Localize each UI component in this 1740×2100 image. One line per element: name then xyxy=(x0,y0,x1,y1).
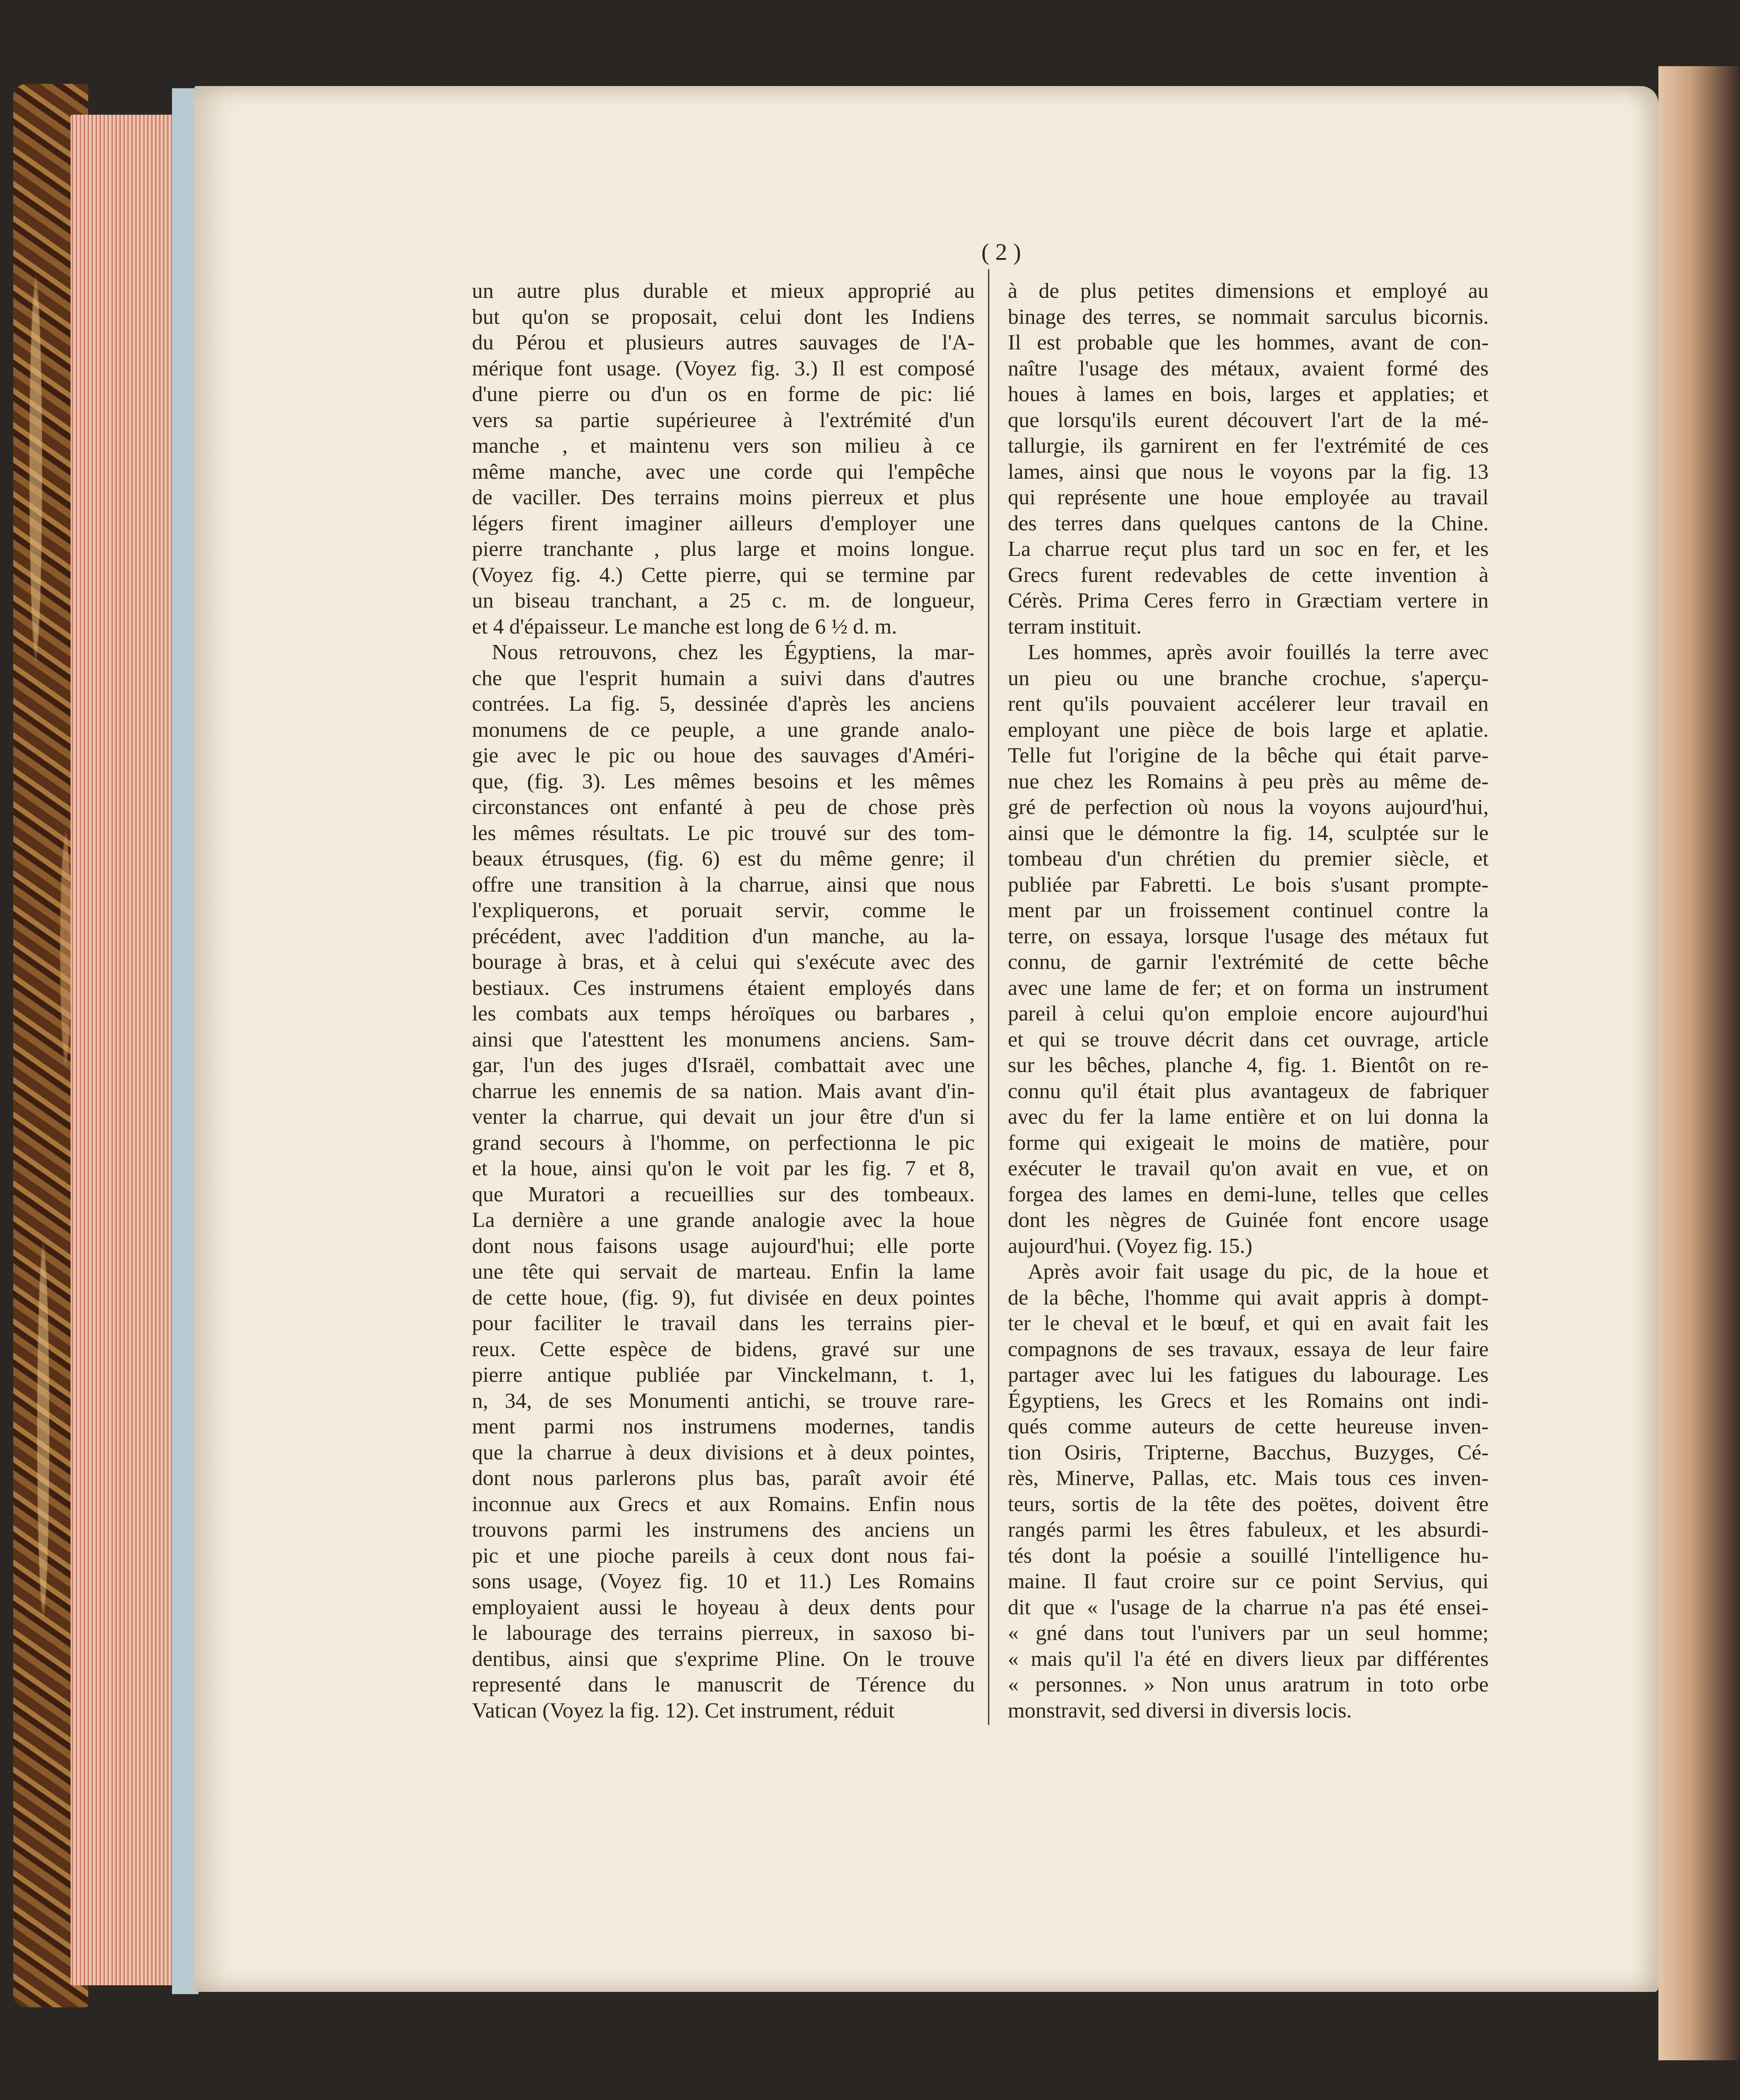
text-line: Telle fut l'origine de la bêche qui était parve- xyxy=(1008,743,1489,767)
text-line: nue chez les Romains à peu près au même de- xyxy=(1008,769,1489,793)
text-line: « gné dans tout l'univers par un seul homme; xyxy=(1008,1620,1489,1645)
text-line: tion Osiris, Tripterne, Bacchus, Buzyges, Cé- xyxy=(1008,1440,1489,1464)
text-line: dont nous faisons usage aujourd'hui; elle porte xyxy=(472,1233,975,1258)
text-line: de vaciller. Des terrains moins pierreux et plus xyxy=(472,485,975,509)
text-line: ment parmi nos instrumens modernes, tandis xyxy=(472,1414,975,1438)
text-line: connu qu'il était plus avantageux de fabriquer xyxy=(1008,1078,1489,1103)
text-line: pierre tranchante , plus large et moins longue. xyxy=(472,536,975,561)
text-line: ainsi que le démontre la fig. 14, sculptée sur le xyxy=(1008,820,1489,845)
text-line: terre, on essaya, lorsque l'usage des métaux fut xyxy=(1008,923,1489,948)
text-line: à de plus petites dimensions et employé au xyxy=(1008,278,1489,303)
text-line: un biseau tranchant, a 25 c. m. de longueur, xyxy=(472,588,975,612)
text-line: aujourd'hui. (Voyez fig. 15.) xyxy=(1008,1233,1253,1258)
text-line: houes à lames en bois, larges et applaties; et xyxy=(1008,382,1489,406)
text-line: gar, l'un des juges d'Israël, combattait avec une xyxy=(472,1053,975,1077)
text-line: pierre antique publiée par Vinckelmann, t. 1, xyxy=(472,1362,975,1387)
text-line: ment par un froissement continuel contre la xyxy=(1008,898,1489,922)
text-line: bourage à bras, et à celui qui s'exécute avec des xyxy=(472,949,975,974)
text-line: pour faciliter le travail dans les terrains pier- xyxy=(472,1311,975,1335)
text-line: des terres dans quelques cantons de la Chine. xyxy=(1008,510,1489,535)
text-line: Grecs furent redevables de cette invention à xyxy=(1008,562,1489,587)
text-line: trouvons parmi les instrumens des anciens un xyxy=(472,1517,975,1541)
text-line: venter la charrue, qui devait un jour être d'un si xyxy=(472,1104,975,1129)
text-line: même manche, avec une corde qui l'empêche xyxy=(472,459,975,484)
text-line: qui représente une houe employée au travail xyxy=(1008,485,1489,509)
text-line: Il est probable que les hommes, avant de con- xyxy=(1008,330,1489,354)
text-line: « personnes. » Non unus aratrum in toto orbe xyxy=(1008,1672,1489,1696)
text-line: « mais qu'il l'a été en divers lieux par différentes xyxy=(1008,1646,1489,1671)
text-line: forme qui exigeait le moins de matière, pour xyxy=(1008,1130,1489,1155)
text-line: tallurgie, ils garnirent en fer l'extrémité de ces xyxy=(1008,433,1489,458)
text-line: monstravit, sed diversi in diversis locis. xyxy=(1008,1698,1352,1722)
text-line: que lorsqu'ils eurent découvert l'art de la mé- xyxy=(1008,407,1489,432)
text-line: un autre plus durable et mieux approprié au xyxy=(472,278,975,303)
text-line: but qu'on se proposait, celui dont les Indiens xyxy=(472,304,975,329)
text-line: que, (fig. 3). Les mêmes besoins et les mêmes xyxy=(472,769,975,793)
text-line: manche , et maintenu vers son milieu à ce xyxy=(472,433,975,458)
text-line: contrées. La fig. 5, dessinée d'après les anciens xyxy=(472,691,975,716)
text-line: que la charrue à deux divisions et à deux pointes, xyxy=(472,1440,975,1464)
text-line: teurs, sortis de la tête des poëtes, doivent être xyxy=(1008,1491,1489,1516)
text-line: tés dont la poésie a souillé l'intelligence hu- xyxy=(1008,1543,1489,1568)
text-line: La charrue reçut plus tard un soc en fer, et les xyxy=(1008,536,1489,561)
text-line: n, 34, de ses Monumenti antichi, se trouve rare- xyxy=(472,1388,975,1413)
text-line: sons usage, (Voyez fig. 10 et 11.) Les Romains xyxy=(472,1569,975,1593)
text-line: pareil à celui qu'on emploie encore aujourd'hui xyxy=(1008,1001,1489,1025)
text-line: charrue les ennemis de sa nation. Mais avant d'in- xyxy=(472,1078,975,1103)
text-line: La dernière a une grande analogie avec la houe xyxy=(472,1208,975,1232)
text-line: mérique font usage. (Voyez fig. 3.) Il est composé xyxy=(472,356,975,380)
text-line: sur les bêches, planche 4, fig. 1. Bientôt on re- xyxy=(1008,1053,1489,1077)
text-line: et la houe, ainsi qu'on le voit par les fig. 7 et 8, xyxy=(472,1156,975,1180)
text-line: un pieu ou une branche crochue, s'aperçu- xyxy=(1008,665,1489,690)
text-line: et qui se trouve décrit dans cet ouvrage, article xyxy=(1008,1027,1489,1051)
text-line: beaux étrusques, (fig. 6) est du même genre; il xyxy=(472,846,975,870)
text-line: bestiaux. Ces instrumens étaient employés dans xyxy=(472,975,975,1000)
text-line: du Pérou et plusieurs autres sauvages de l'A- xyxy=(472,330,975,354)
text-line: grand secours à l'homme, on perfectionna le pic xyxy=(472,1130,975,1155)
text-line: de la bêche, l'homme qui avait appris à dompt- xyxy=(1008,1285,1489,1309)
text-line: circonstances ont enfanté à peu de chose près xyxy=(472,795,975,819)
text-line: che que l'esprit humain a suivi dans d'autres xyxy=(472,665,975,690)
text-line: que Muratori a recueillies sur des tombeaux. xyxy=(472,1181,975,1206)
text-line: exécuter le travail qu'on avait en vue, et on xyxy=(1008,1156,1489,1180)
text-line: l'expliquerons, et poruait servir, comme le xyxy=(472,898,975,922)
text-line: ter le cheval et le bœuf, et qui en avait fait les xyxy=(1008,1311,1489,1335)
text-line: employaient aussi le hoyeau à deux dents pour xyxy=(472,1594,975,1619)
text-line: forgea des lames en demi-lune, telles que celles xyxy=(1008,1181,1489,1206)
text-line: pic et une pioche pareils à ceux dont nous fai- xyxy=(472,1543,975,1568)
text-line: connu, de garnir l'extrémité de cette bêche xyxy=(1008,949,1489,974)
text-line: de cette houe, (fig. 9), fut divisée en deux pointes xyxy=(472,1285,975,1309)
text-line: qués comme auteurs de cette heureuse inven- xyxy=(1008,1414,1489,1438)
text-line: les combats aux temps héroïques ou barbares , xyxy=(472,1001,975,1025)
text-line: (Voyez fig. 4.) Cette pierre, qui se termine par xyxy=(472,562,975,587)
text-line: employant une pièce de bois large et aplatie. xyxy=(1008,717,1489,742)
page-number: ( 2 ) xyxy=(981,239,1021,265)
text-line: Vatican (Voyez la fig. 12). Cet instrument, réduit xyxy=(472,1698,895,1722)
text-line: representé dans le manuscrit de Térence du xyxy=(472,1672,975,1696)
text-line: gie avec le pic ou houe des sauvages d'Améri- xyxy=(472,743,975,767)
text-line: ainsi que l'atesttent les monumens anciens. Sam- xyxy=(472,1027,975,1051)
text-line: Cérès. Prima Ceres ferro in Græctiam vertere in xyxy=(1008,588,1489,612)
text-line: vers sa partie supérieuree à l'extrémité d'un xyxy=(472,407,975,432)
text-line: le labourage des terrains pierreux, in saxoso bi- xyxy=(472,1620,975,1645)
left-text-column xyxy=(472,278,975,1723)
text-line: précédent, avec l'addition d'un manche, au la- xyxy=(472,923,975,948)
text-line: dont les nègres de Guinée font encore usage xyxy=(1008,1208,1489,1232)
text-line: d'une pierre ou d'un os en forme de pic: lié xyxy=(472,382,975,406)
text-line: légers firent imaginer ailleurs d'employer une xyxy=(472,510,975,535)
text-line: et 4 d'épaisseur. Le manche est long de 6 ½ d. m. xyxy=(472,614,897,638)
text-line: binage des terres, se nommait sarculus bicornis. xyxy=(1008,304,1489,329)
text-line: compagnons de ses travaux, essaya de leur faire xyxy=(1008,1336,1489,1361)
text-line: rès, Minerve, Pallas, etc. Mais tous ces inven- xyxy=(1008,1466,1489,1490)
text-line: les mêmes résultats. Le pic trouvé sur des tom- xyxy=(472,820,975,845)
text-line: Après avoir fait usage du pic, de la houe et xyxy=(1028,1259,1489,1283)
text-line: offre une transition à la charrue, ainsi que nous xyxy=(472,872,975,896)
text-line: avec une lame de fer; et on forma un instrument xyxy=(1008,975,1489,1000)
text-line: rangés parmi les êtres fabuleux, et les absurdi- xyxy=(1008,1517,1489,1541)
text-line: naître l'usage des métaux, avaient formé des xyxy=(1008,356,1489,380)
text-line: Les hommes, après avoir fouillés la terre avec xyxy=(1028,640,1489,664)
text-line: gré de perfection où nous la voyons aujourd'hui, xyxy=(1008,795,1489,819)
text-line: tombeau d'un chrétien du premier siècle, et xyxy=(1008,846,1489,870)
column-divider xyxy=(988,269,989,1725)
text-line: Égyptiens, les Grecs et les Romains ont indi- xyxy=(1008,1388,1489,1413)
text-line: rent qu'ils pouvaient accélerer leur travail en xyxy=(1008,691,1489,716)
text-line: maine. Il faut croire sur ce point Servius, qui xyxy=(1008,1569,1489,1593)
text-line: terram instituit. xyxy=(1008,614,1142,638)
text-line: monumens de ce peuple, a une grande analo- xyxy=(472,717,975,742)
text-line: partager avec lui les fatigues du labourage. Les xyxy=(1008,1362,1489,1387)
text-line: avec du fer la lame entière et on lui donna la xyxy=(1008,1104,1489,1129)
text-line: dentibus, ainsi que s'exprime Pline. On le trouve xyxy=(472,1646,975,1671)
text-line: reux. Cette espèce de bidens, gravé sur une xyxy=(472,1336,975,1361)
text-line: dit que « l'usage de la charrue n'a pas été ensei- xyxy=(1008,1594,1489,1619)
text-line: publiée par Fabretti. Le bois s'usant prompte- xyxy=(1008,872,1489,896)
text-line: inconnue aux Grecs et aux Romains. Enfin nous xyxy=(472,1491,975,1516)
right-text-column xyxy=(1008,278,1489,1723)
text-line: une tête qui servait de marteau. Enfin la lame xyxy=(472,1259,975,1283)
text-line: Nous retrouvons, chez les Égyptiens, la mar- xyxy=(492,640,975,664)
text-line: dont nous parlerons plus bas, paraît avoir été xyxy=(472,1466,975,1490)
right-book-edge xyxy=(1658,66,1740,2060)
text-line: lames, ainsi que nous le voyons par la fig. 13 xyxy=(1008,459,1489,484)
